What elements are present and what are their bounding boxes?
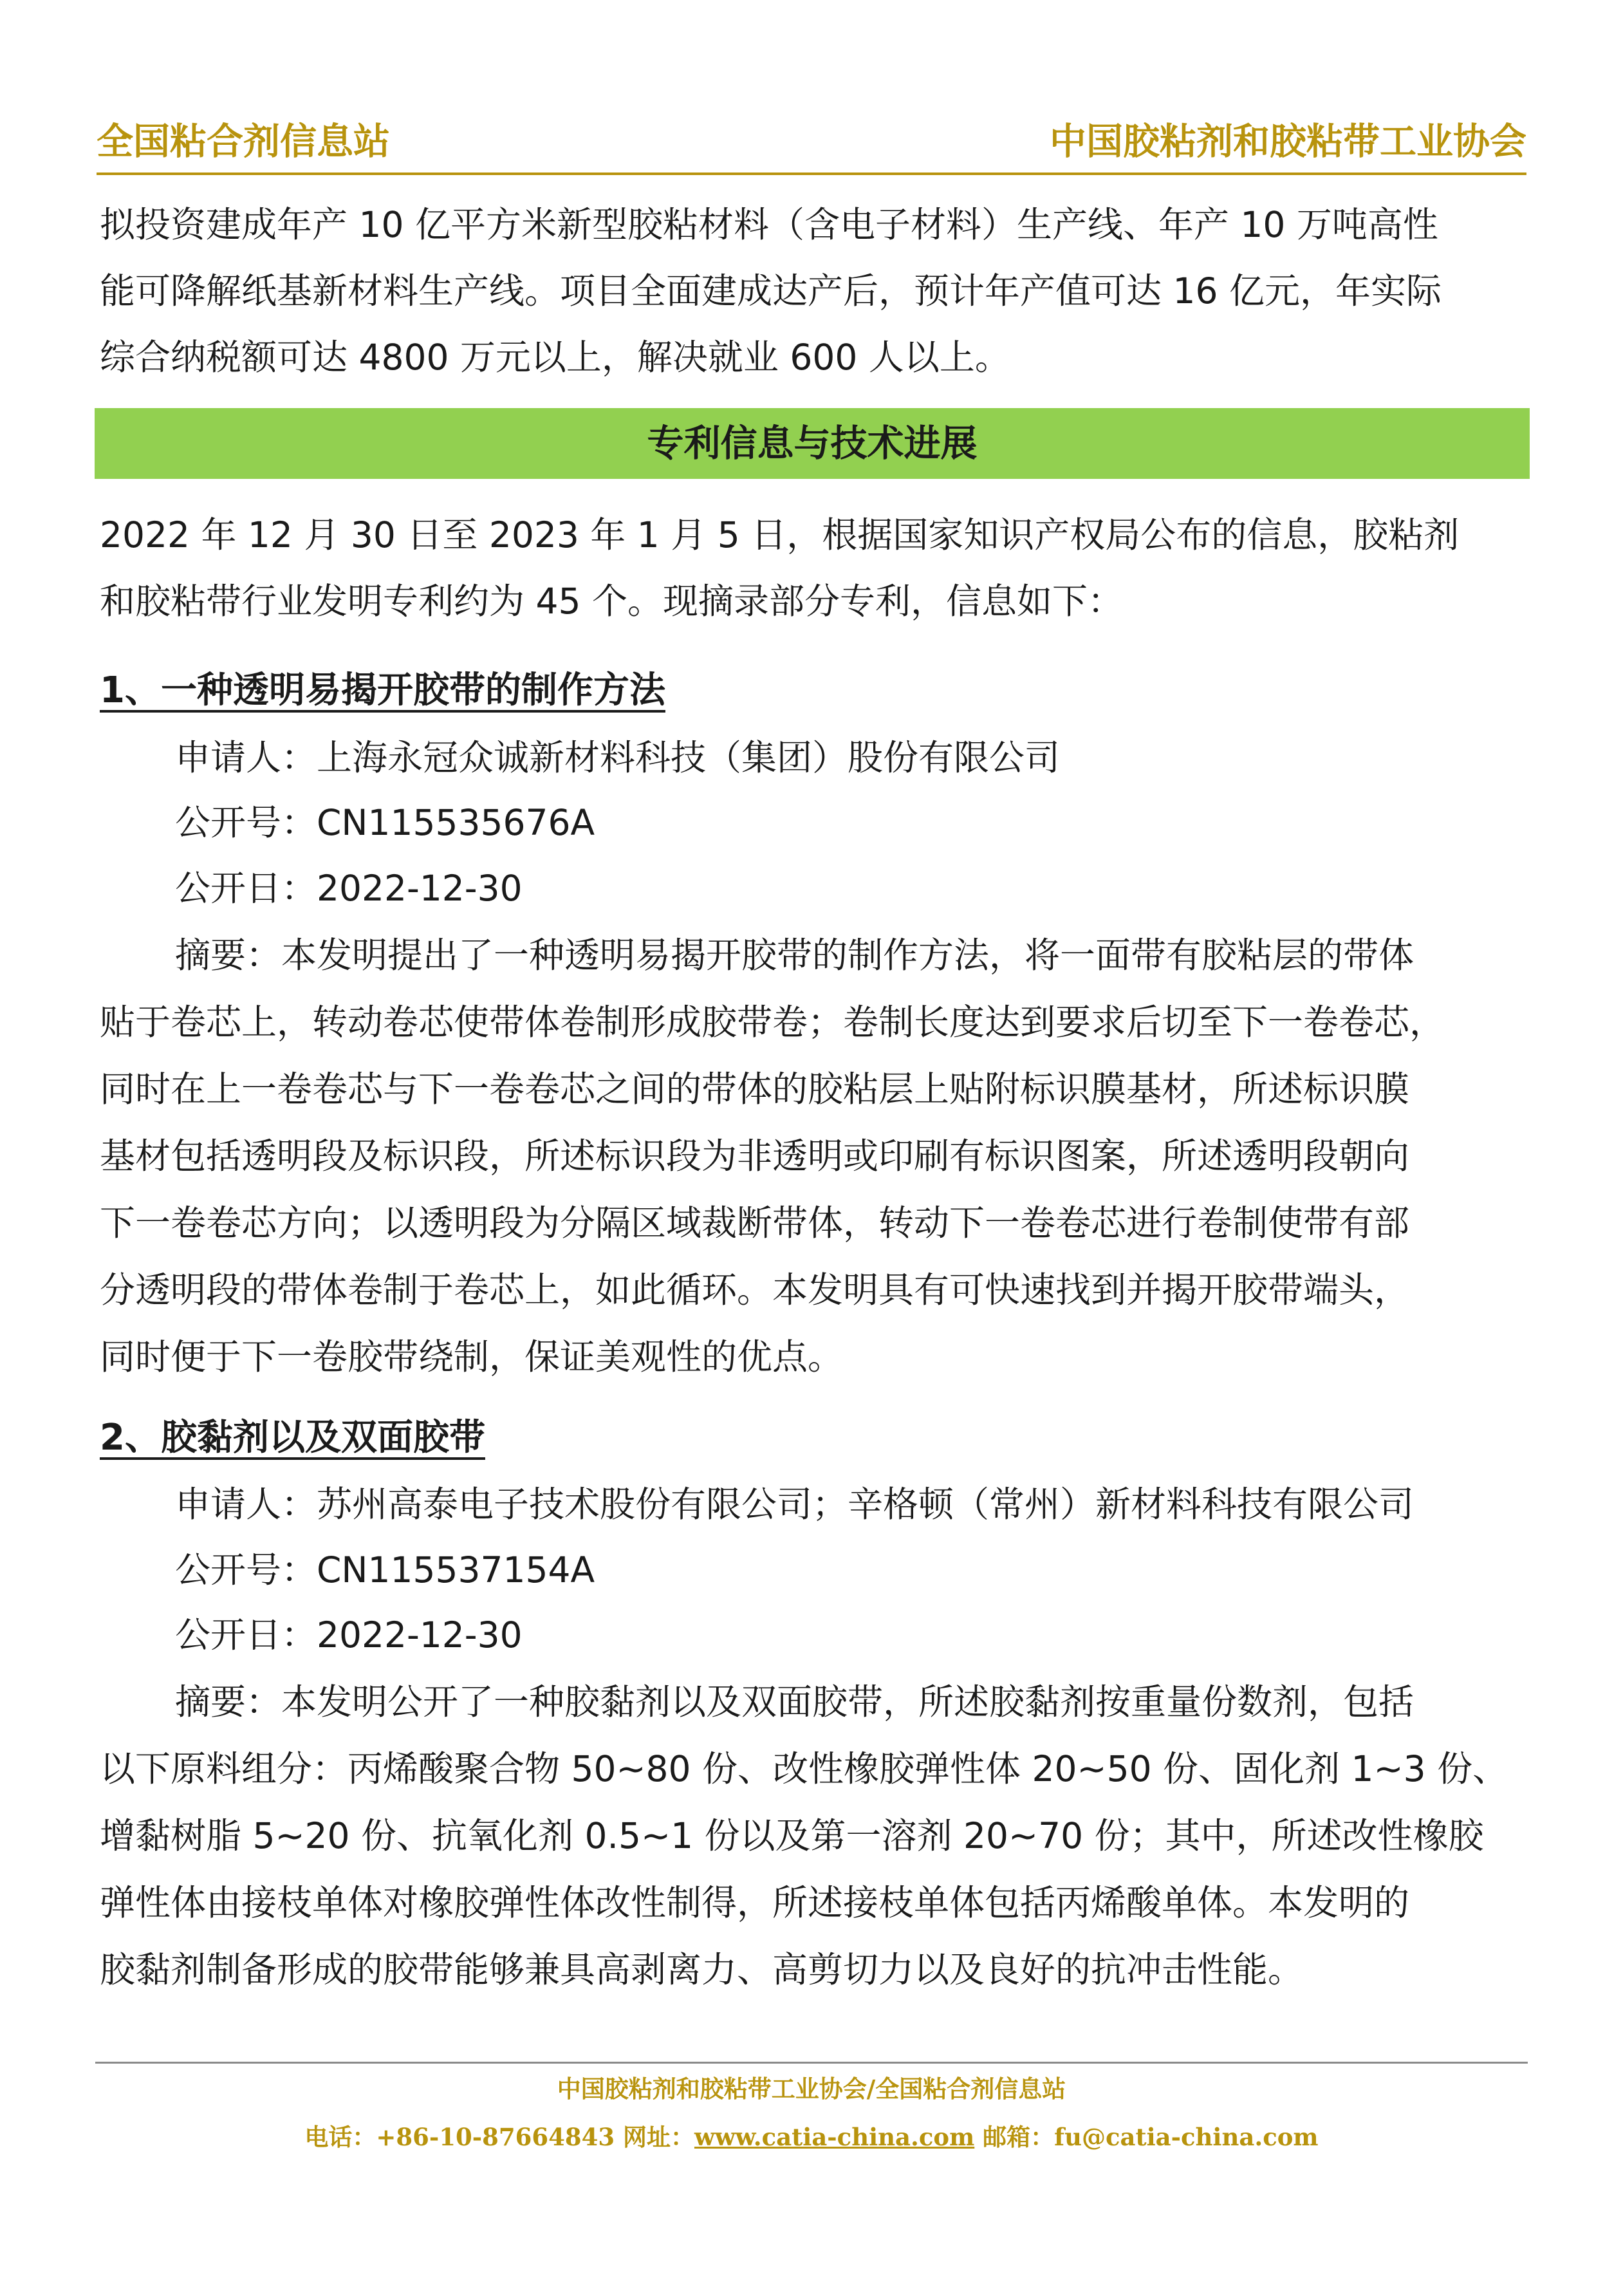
header-right-title: 中国胶粘剂和胶粘带工业协会: [1050, 120, 1526, 163]
abstract-line: 增黏树脂 5~20 份、抗氧化剂 0.5~1 份以及第一溶剂 20~70 份；其中，所述改性橡胶: [100, 1815, 1484, 1856]
header-left-title: 全国粘合剂信息站: [97, 120, 390, 163]
section-intro-line: 2022 年 12 月 30 日至 2023 年 1 月 5 日，根据国家知识产权局公布的信息，胶粘剂: [100, 514, 1460, 555]
abstract-line: 同时在上一卷卷芯与下一卷卷芯之间的带体的胶粘层上贴附标识膜基材，所述标识膜: [100, 1069, 1410, 1110]
abstract-line: 胶黏剂制备形成的胶带能够兼具高剥离力、高剪切力以及良好的抗冲击性能。: [100, 1949, 1304, 1990]
header-divider: [97, 173, 1526, 175]
patent-2-heading: 2、胶黏剂以及双面胶带: [100, 1417, 485, 1459]
intro-line: 综合纳税额可达 4800 万元以上，解决就业 600 人以上。: [100, 337, 1010, 378]
section-intro-line: 和胶粘带行业发明专利约为 45 个。现摘录部分专利，信息如下：: [100, 581, 1123, 622]
footer-phone: 电话：+86-10-87664843: [304, 2123, 615, 2151]
footer-site-link[interactable]: www.catia-china.com: [694, 2123, 975, 2151]
abstract-line: 摘要：本发明公开了一种胶黏剂以及双面胶带，所述胶黏剂按重量份数剂，包括: [175, 1681, 1414, 1722]
patent-2-pub-no: 公开号：CN115537154A: [175, 1549, 595, 1591]
abstract-line: 同时便于下一卷胶带绕制，保证美观性的优点。: [100, 1336, 844, 1377]
patent-1-applicant: 申请人：上海永冠众诚新材料科技（集团）股份有限公司: [175, 737, 1061, 778]
intro-line: 能可降解纸基新材料生产线。项目全面建成达产后，预计年产值可达 16 亿元，年实际: [100, 270, 1442, 312]
abstract-line: 贴于卷芯上，转动卷芯使带体卷制形成胶带卷；卷制长度达到要求后切至下一卷卷芯，: [100, 1002, 1445, 1043]
intro-line: 拟投资建成年产 10 亿平方米新型胶粘材料（含电子材料）生产线、年产 10 万吨高性: [100, 204, 1438, 245]
abstract-line: 摘要：本发明提出了一种透明易揭开胶带的制作方法，将一面带有胶粘层的带体: [175, 935, 1414, 976]
abstract-line: 分透明段的带体卷制于卷芯上，如此循环。本发明具有可快速找到并揭开胶带端头，: [100, 1269, 1410, 1311]
patent-2-applicant: 申请人：苏州高泰电子技术股份有限公司；辛格顿（常州）新材料科技有限公司: [175, 1484, 1414, 1525]
footer-email[interactable]: fu@catia-china.com: [1054, 2123, 1319, 2151]
intro-paragraph: [100, 192, 1525, 391]
footer-email-label: 邮箱：: [983, 2123, 1055, 2151]
abstract-line: 下一卷卷芯方向；以透明段为分隔区域裁断带体，转动下一卷卷芯进行卷制使带有部: [100, 1202, 1410, 1244]
footer-site-label: 网址：: [622, 2123, 694, 2151]
footer-divider: [95, 2062, 1528, 2064]
section-banner: 专利信息与技术进展: [95, 408, 1530, 479]
abstract-line: 基材包括透明段及标识段，所述标识段为非透明或印刷有标识图案，所述透明段朝向: [100, 1135, 1410, 1177]
patent-2-abstract: [100, 1668, 1525, 2003]
patent-1-pub-date: 公开日：2022-12-30: [175, 868, 523, 909]
footer-contact: [0, 2118, 1623, 2156]
abstract-line: 以下原料组分：丙烯酸聚合物 50~80 份、改性橡胶弹性体 20~50 份、固化剂 1~3 份、: [100, 1748, 1508, 1789]
patent-1-pub-no: 公开号：CN115535676A: [175, 802, 595, 843]
patent-2-pub-date: 公开日：2022-12-30: [175, 1614, 523, 1656]
abstract-line: 弹性体由接枝单体对橡胶弹性体改性制得，所述接枝单体包括丙烯酸单体。本发明的: [100, 1882, 1410, 1923]
patent-1-heading: 1、一种透明易揭开胶带的制作方法: [100, 669, 665, 711]
patent-1-abstract: [100, 922, 1525, 1390]
footer-org: 中国胶粘剂和胶粘带工业协会/全国粘合剂信息站: [557, 2075, 1066, 2103]
section-intro: [100, 502, 1525, 635]
